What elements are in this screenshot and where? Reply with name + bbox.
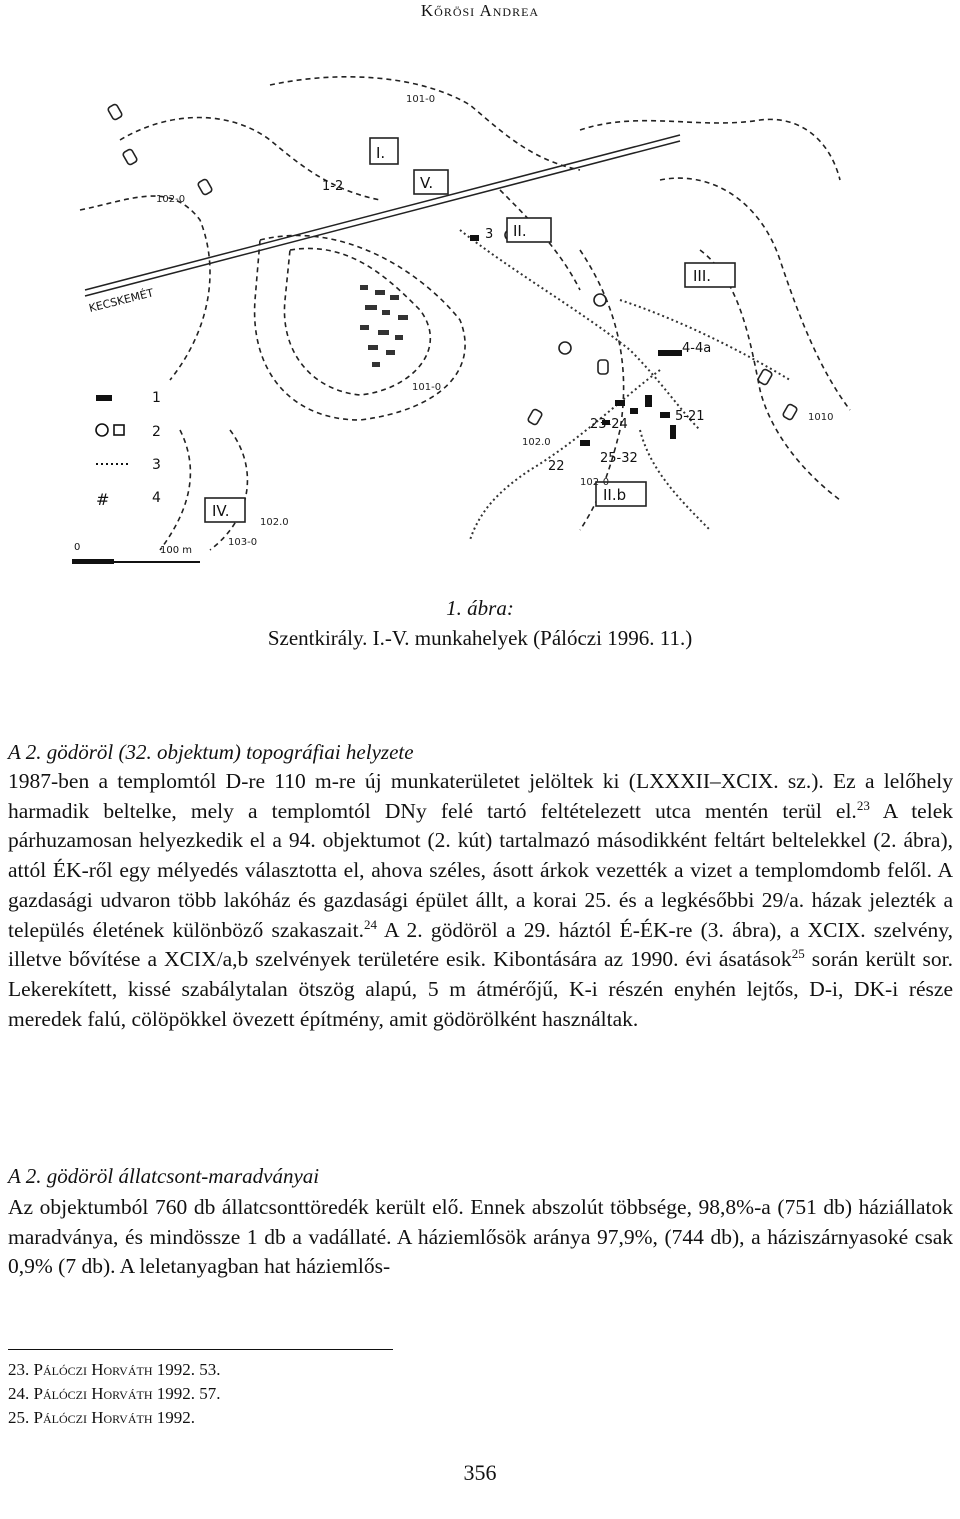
running-head: Kőrösi Andrea bbox=[420, 1, 540, 20]
feature-label: 1-2 bbox=[322, 179, 344, 194]
page-number: 356 bbox=[463, 1460, 497, 1485]
town-label: KECSKEMÉT bbox=[87, 286, 155, 315]
body-paragraph bbox=[8, 767, 953, 1034]
section-heading: A 2. gödöröl (32. objektum) topográfiai helyzete bbox=[8, 740, 414, 764]
paragraph-text: A 2. gödöröl a 29. háztól É-ÉK-re (3. ábra), a XCIX. szelvény, illetve bővítése a XCIX/a,b szelvények területére esik. Kibontására az 1990. évi ásatások bbox=[8, 917, 953, 972]
figure-number: 1. ábra: bbox=[446, 596, 514, 620]
site-label: II.b bbox=[603, 486, 627, 504]
svg-text:0: 0 bbox=[74, 542, 81, 553]
path-dotted bbox=[620, 300, 790, 380]
figure-caption-text: Szentkirály. I.-V. munkahelyek (Pálóczi 1996. 11.) bbox=[267, 626, 693, 650]
legend-label: 2 bbox=[152, 424, 161, 440]
paragraph-text: 1987-ben a templomtól D-re 110 m-re új munkaterületet jelöltek ki (LXXXII–XCIX. sz.). Ez a lelőhely harmadik beltelke, mely a templomtól DNy felé tartó feltételezett utca mentén terül el. bbox=[8, 769, 953, 823]
legend-label: 1 bbox=[152, 390, 161, 406]
contour-label: 101-0 bbox=[412, 382, 442, 393]
feature-label: 4-4a bbox=[682, 341, 712, 356]
footnote-item: 25. Pálóczi Horváth 1992. bbox=[8, 1408, 196, 1427]
scale-bar bbox=[72, 542, 200, 564]
svg-text:100 m: 100 m bbox=[160, 545, 193, 556]
contour-label: 102-0 bbox=[580, 477, 610, 488]
section-heading: A 2. gödöröl állatcsont-maradványai bbox=[8, 1164, 320, 1188]
contour-line bbox=[160, 430, 190, 550]
site-map-drawing bbox=[60, 50, 860, 575]
feature-label: 22 bbox=[548, 459, 565, 474]
footnote-ref[interactable]: 25 bbox=[791, 946, 805, 962]
site-label: V. bbox=[420, 174, 434, 192]
map-legend bbox=[96, 390, 161, 509]
contour-line bbox=[270, 77, 580, 170]
feature-label: 25-32 bbox=[600, 451, 638, 466]
footnote-divider bbox=[8, 1349, 393, 1350]
feature-label: 23-24 bbox=[590, 417, 628, 432]
hatched-area bbox=[360, 285, 408, 367]
path-dotted bbox=[640, 430, 710, 530]
legend-symbol-grave: # bbox=[96, 490, 110, 509]
legend-symbol-feature bbox=[96, 395, 112, 401]
site-label: I. bbox=[376, 144, 386, 162]
contour-line bbox=[580, 119, 840, 180]
contour-line bbox=[210, 430, 247, 550]
feature-label: 3 bbox=[485, 227, 494, 242]
footnote-ref[interactable]: 24 bbox=[363, 916, 377, 932]
path-dotted bbox=[460, 230, 700, 430]
contour-label: 1010 bbox=[808, 412, 834, 423]
body-paragraph bbox=[8, 1193, 953, 1282]
site-label: IV. bbox=[212, 502, 230, 520]
site-label: II. bbox=[513, 222, 527, 240]
paragraph-text: során került sor. Lekerekített, kissé szabálytalan ötszög alapú, 5 m átmérőjű, K-i részén enyhén lejtős, D-i, DK-i része meredek falú, cölöpökkel övezett építmény, amit gödörölként használtak. bbox=[8, 947, 953, 1031]
contour-label: 103-0 bbox=[228, 537, 258, 548]
features-cluster bbox=[470, 235, 682, 446]
site-label: III. bbox=[693, 267, 712, 285]
figure-caption bbox=[0, 593, 960, 653]
contour-label: 102.0 bbox=[522, 437, 551, 448]
contour-line bbox=[284, 248, 430, 395]
site-map bbox=[60, 50, 860, 575]
legend-symbol-well bbox=[96, 424, 108, 436]
feature-label: 5-21 bbox=[675, 409, 705, 424]
footnote-item: 23. Pálóczi Horváth 1992. 53. bbox=[8, 1360, 221, 1379]
paragraph-text: A telek párhuzamosan helyezkedik el a 94. objektumot (2. kút) tartalmazó másodikként feltárt beltelekkel (2. ábra), attól ÉK-ről egy mélyedés választotta el, ahova széles, ásott árkok vezették a vizet a templomdomb felől. A gazdasági udvaron több lakóház és gazdasági épület állt, a korai 25. és a legkésőbbi 29/a. házak jelezték a település életének különböző szakaszait. bbox=[8, 798, 953, 942]
contour-label: 101-0 bbox=[406, 94, 436, 105]
paragraph-text: Az objektumból 760 db állatcsonttöredék került elő. Ennek abszolút többsége, 98,8%-a (751 db) háziállatok maradványa, és mindössze 1 db a vadállaté. A háziemlősök aránya 97,9%, (744 db), a háziszárnyasoké csak 0,9% (7 db). A leletanyagban hat háziemlős- bbox=[8, 1195, 953, 1279]
footnotes bbox=[8, 1358, 221, 1430]
legend-label: 3 bbox=[152, 457, 161, 473]
legend-label: 4 bbox=[152, 490, 161, 506]
contour-label: 102-0 bbox=[156, 194, 186, 205]
contour-label: 102.0 bbox=[260, 517, 289, 528]
contour-line bbox=[660, 178, 850, 410]
footnote-item: 24. Pálóczi Horváth 1992. 57. bbox=[8, 1384, 221, 1403]
footnote-ref[interactable]: 23 bbox=[856, 797, 870, 813]
